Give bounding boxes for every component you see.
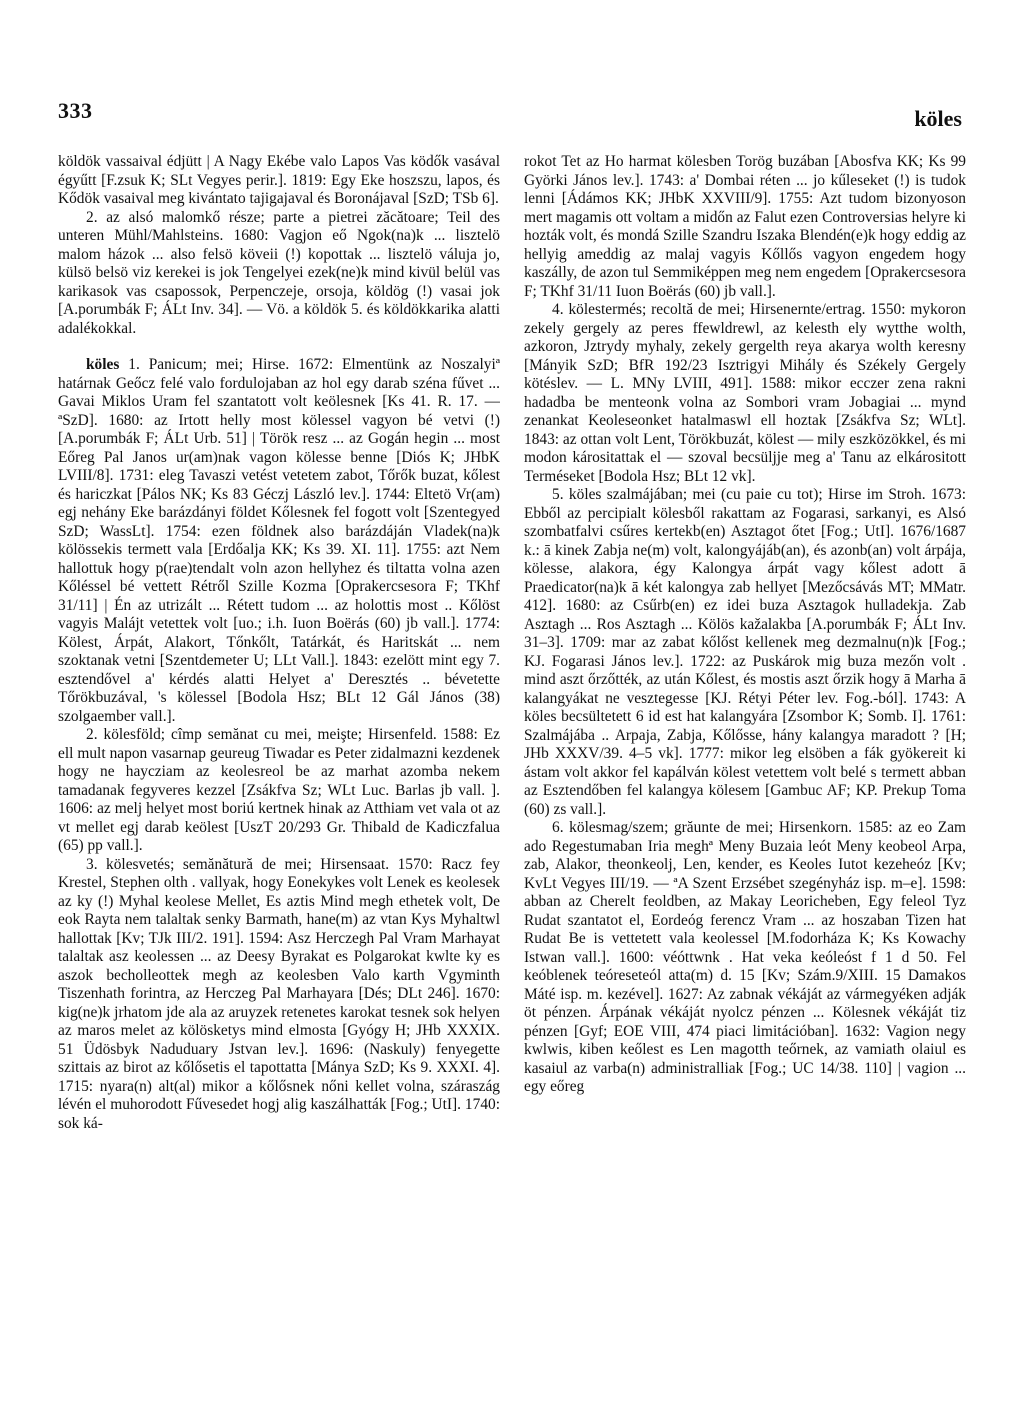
headword: köles: [86, 356, 120, 373]
sense-paragraph: 3. kölesvetés; semănătură de mei; Hirsensaat. 1570: Racz fey Krestel, Stephen olth . vallyak, hogy Eonekykes volt Lenek es keolesek az ky (!) Myhal keolese Mellet, Es aztis Mind megh ethetek volt, De eok Rayta nem talaltak senky Barmath, hane(m) az vtan Kys Myhaltwl hallottak [Kv; TJk III/2. 191]. 1594: Asz Herczegh Pal Vram Marhayat talaltak asz keolessen ... az Deesy Byrakat es Polgarokat kwlte ky es aszok becholleottek megh az keolesben Valo karth Vgyminth Tiszenhath forintra, az Herczeg Pal Marhayara [Dés; DLt 246]. 1670: kig(ne)k jrhatom jde ala az aruyzek retenetes karokat tesnek sok helyen az maros melet az kölösketys mind elmosta [Gyógy H; JHb XXXIX. 51 Üdösbyk Naduduary Jstvan lev.]. 1696: (Naskuly) fenyegette szittais az birot az kőlősetis el tapottatta [Mánya SzD; Ks 9. XXXI. 4]. 1715: nyara(n) alt(al) mikor a kőlősnek nőni kellet volna, száraszág lévén el muhorodott Fűvesedet hogj alig kaszálhatták [Fog.; UtI]. 1740: sok ká-: [58, 855, 500, 1132]
sense-paragraph: 5. köles szalmájában; mei (cu paie cu tot); Hirse im Stroh. 1673: Ebből az percipialt kölesből rakattam az Fogarasi, sarkanyi, es Alsó szombatfalvi csűres kertekb(en) Asztagot őtet [Fog.; UtI]. 1676/1687 k.: ā kinek Zabja ne(m) volt, kalongyájáb(an), és azonb(an) volt árpája, kölesse, alakora, égy Kalongya árpát vagy kőlest adott ā Praedicator(na)k ā két kalongya zab hellyet [Mezőcsávás MT; MMatr. 412]. 1680: az Csűrb(en) ez idei buza Asztagok hulladekja. Zab Asztagh ... Ros Asztagh ... Kölös kažalakba [A.porumbák F; ÁLt Inv. 31–3]. 1709: mar az zabat kőlőst kellenek meg dezmalnu(n)k [Fog.; KJ. Fogarasi János lev.]. 1722: az Puskárok mig buza mezőn volt . mind aszt őrzőtték, az után Kőlest, és mostis aszt őrzik hogy ā Marha ā kalangyákat ne vesztegesse [KJ. Rétyi Péter lev. Fog.-ból]. 1743: A köles becsültetett 6 id est hat kalangyára [Zsombor K; Somb. I]. 1761: Szalmájába .. Arpaja, Zabja, Kőlősse, hány kalangya maradott ? [H; JHb XXXV/39. 4–5 vk]. 1777: mikor leg elsöben a fák gyökereit ki ástam volt akkor fel kapálván kölest vetettem volt belé s termett abban az Esztendőben fel kalangya kölesem [Gambuc AF; KP. Prekup Toma (60) zs vall.].: [524, 486, 966, 818]
sense-paragraph: 4. kölestermés; recoltă de mei; Hirsenernte/ertrag. 1550: mykoron zekely gergely az peres ffewldrewl, az kelesth ely wytthe wolth, azkoron, Jztrydy myhaly, zekely gergelth reya akarya wolth keresny [Mányik SzD; BfR 192/23 Isztrigyi Mihály és Székely Gergely kötéslev. — L. MNy LVIII, 491]. 1588: mikor ecczer zena rakni hadadba be menteonk volna az Sombori vram Jobagiai ... mynd zenankat Keoleseonket hatalmaswl ell hoztak [Zsákfva Sz; WLt]. 1843: az ottan volt Lent, Törökbuzát, kölest — mily eszközökkel, és mi modon kárositattak el — szoval becsüljje meg a' Tanu az elkárositott Terméseket [Bodola Hsz; BLt 12 vk].: [524, 301, 966, 485]
entry-koles: [58, 356, 500, 726]
sense-paragraph: 2. kölesföld; cîmp semănat cu mei, meişte; Hirsenfeld. 1588: Ez ell mult napon vasarnap geureug Tiwadar es Peter zidalmazni kezdenek hogy ne haycziam az keolesreol be az marhat azomba nekem tamadanak fegyveres kezzel [Zsákfva Sz; WLt Luc. Barlas jb vall. ]. 1606: az melj helyet most boriú kertnek hinak az Atthiam vet vala ot az vt mellet egj darab keölest [UszT 20/293 Gr. Thibald de Kadiczfalua (65) pp vall.].: [58, 726, 500, 854]
entry-text: 1. Panicum; mei; Hirse. 1672: Elmentünk az Noszalyiª határnak Geőcz felé valo fordulojaban az hol egy darab széna fűvet ... Gavai Miklos Uram fel szantatott volt keölesnek [Ks 41. R. 17. — ªSzD]. 1680: az Irtott helly most kölessel vagyon bé vetvi (!) [A.porumbák F; ÁLt Urb. 51] | Török resz ... az Gogán hegin ... most Eőreg Pal Janos ur(am)nak vagon kölesse benne [Diós K; JHbK LVIII/8]. 1731: eleg Tavaszi vetést vetetem zabot, Tőrők buzat, kőlest és hariczkat [Pálos NK; Ks 83 Géczj László lev.]. 1744: Eltetö Vr(am) egj nehány Eke barázdányi földet Kőlesnek fel fogott volt [Szentegyed SzD; WassLt]. 1754: ezen földnek also barázdáján Vladek(na)k kölössekis termett vala [Erdőalja KK; Ks 39. XI. 11]. 1755: azt Nem hallottuk hogy p(rae)tendalt voln azon hellyhez és tiltatta volna azen Kőléssel bé vettett Rétről Szille Kozma [Oprakercsesora F; TKhf 31/11] | Én az utrizált ... Rétett tudom ... az holottis most .. Kőlöst vagyis Malájt vetettek volt [uo.; i.h. Iuon Boërás (60) jb vall.]. 1774: Kölest, Árpát, Alakort, Tőnkőlt, Tatárkát, és Haritskát ... nem szoktanak vetni [Szentdemeter U; LLt Vall.]. 1843: ezelött mint egy 7. esztendővel a' kérdés alatti Helyet a' Deresztés .. bévetette Tőrökbuzával, 's kölessel [Bodola Hsz; BLt 12 Gál János (38) szolgaember vall.].: [58, 356, 500, 725]
sense-paragraph: 2. az alsó malomkő része; parte a pietrei zăcătoare; Teil des unteren Mühl/Mahlsteins. 1680: Vagjon eő Ngok(na)k ... lisztelö malom házok ... also felsö köveii (!) kopottak ... lisztelö váluja jo, külsö belsö viz kerekei is jok Tengelyei ezek(ne)k mind kivül belül vas karikasok vas csapossok, Perpenczeje, orsoja, köldög (!) vasai jok [A.porumbák F; ÁLt Inv. 34]. — Vö. a köldök 5. és köldökkarika alatti adalékokkal.: [58, 208, 500, 337]
entry-continuation: rokot Tet az Ho harmat kölesben Torög buzában [Abosfva KK; Ks 99 Györki János lev.]. 1743: a' Dombai réten ... jo kűleseket (!) is tudok lenni [Ádámos KK; JHbK XXVIII/9]. 1755: Azt tudom bizonyoson mert magamis ott voltam a midőn az Falut ezen Controversias helyre ki hozták volt, és mondá Szille Szandru Iszaka Blendén(e)k hogy eddig az hellyig ameddig az malaj vagyis Kőllős vagyon engedem hogy kaszálly, de azon tul Semmiképpen meg nem engedem [Oprakercsesora F; TKhf 31/11 Iuon Boërás (60) jb vall.].: [524, 153, 966, 300]
right-column: [524, 153, 966, 1391]
left-column: [58, 153, 500, 1391]
running-head: köles: [914, 106, 962, 131]
entry-continuation: köldök vassaival édjütt | A Nagy Ekébe valo Lapos Vas ködők vasával égyűtt [F.zsuk K; SLt Vegyes perir.]. 1819: Egy Eke hoszszu, lapos, és Kődök vasaival meg kivántato tajigajaval és Boronájaval [SzD; TSb 6].: [58, 153, 500, 207]
page-number: 333: [58, 98, 93, 123]
sense-paragraph: 6. kölesmag/szem; grăunte de mei; Hirsenkorn. 1585: az eo Zam ado Regestumaban Iria meghª Meny Buzaia leót Meny keobeol Arpa, zab, Alakor, theonkeolj, Len, kender, es Keoles Iutot kezeheóz [Kv; KvLt Vegyes III/19. — ªA Szent Erzsébet szegényház isp. m–e]. 1598: abban az Cherelt feoldben, az Makay Leoricheben, Egy feleol Tyz Rudat szantatot el, Eordeóg ferencz Vram ... az hoszaban Tizen hat Rudat Be is vettetett vala keolessel [M.fodorháza K; Ks Kowachy Istwan vall.]. 1600: véóttwnk . Hat veka keóleóst f 1 d 50. Fel keóblenek teóreseteól atta(m) d. 15 [Kv; Szám.9/XIII. 15 Damakos Máté isp. m. kezével]. 1627: Az zabnak vékáját az vármegyéken adják öt pénzen. Árpának vékáját nyolcz pénzen ... Kölesnek vékáját tiz pénzen [Gyf; EOE VIII, 474 piaci limitációban]. 1632: Vagion negy kwlwis, kiben keőlest es Len magotth teőrnek, az vamiath olaiul es kasaiul az varba(n) administralliak [Fog.; UC 14/38. 110] | vagion ... egy eőreg: [524, 819, 966, 1095]
